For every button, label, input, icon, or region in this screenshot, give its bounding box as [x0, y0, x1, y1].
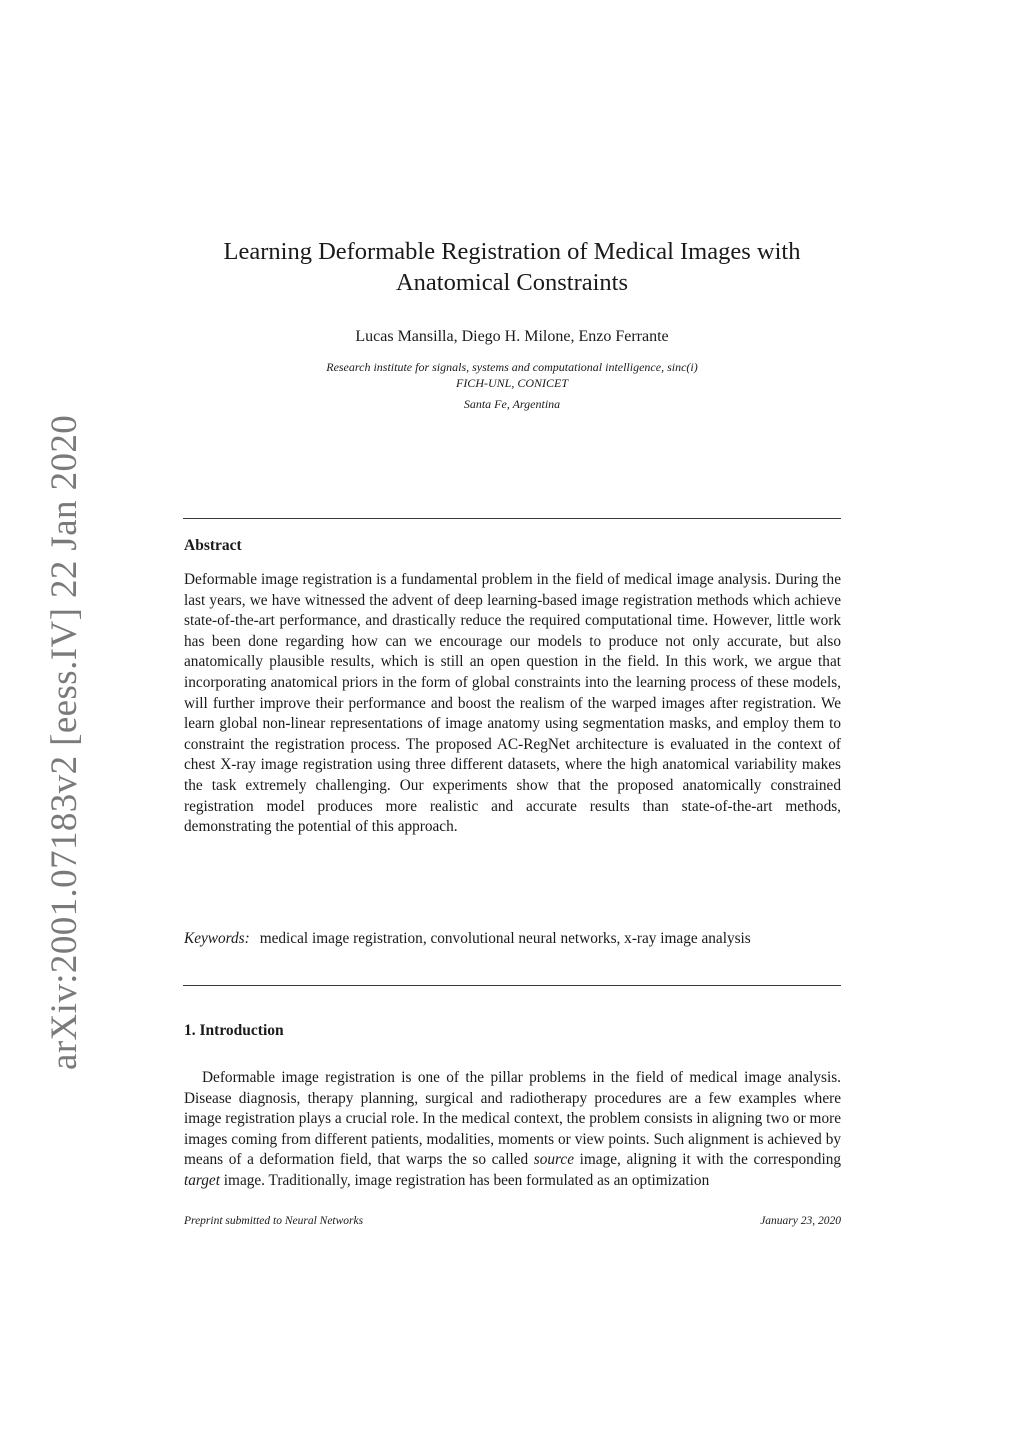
affiliation-line-1: Research institute for signals, systems and computational intelligence, sinc(i): [326, 360, 698, 374]
affiliation-line-2: FICH-UNL, CONICET: [455, 376, 568, 390]
bottom-divider: [183, 985, 841, 986]
title-line-1: Learning Deformable Registration of Medical Images with: [223, 238, 801, 265]
top-divider: [183, 518, 841, 519]
title-line-2: Anatomical Constraints: [395, 269, 629, 296]
section-heading-introduction: 1. Introduction: [184, 1022, 284, 1039]
affiliation-line-3: Santa Fe, Argentina: [463, 397, 561, 411]
intro-term-source: source: [533, 1151, 574, 1169]
keywords-block: [184, 929, 841, 950]
paper-title: [150, 236, 874, 298]
arxiv-identifier: arXiv:2001.07183v2 [eess.IV] 22 Jan 2020: [44, 414, 85, 1070]
abstract-text: Deformable image registration is a fundamental problem in the field of medical image analysis. During the last years, we have witnessed the advent of deep learning-based image registration methods which achieve state-of-the-art performance, and drastically reduce the required computational time. However, little work has been done regarding how can we encourage our models to produce not only accurate, but also anatomically plausible results, which is still an open question in the field. In this work, we argue that incorporating anatomical priors in the form of global constraints into the learning process of these models, will further improve their performance and boost the realism of the warped images after registration. We learn global non-linear representations of image anatomy using segmentation masks, and employ them to constraint the registration process. The proposed AC-RegNet architecture is evaluated in the context of chest X-ray image registration using three different datasets, where the high anatomical variability makes the task extremely challenging. Our experiments show that the proposed anatomically constrained registration model produces more realistic and accurate results than state-of-the-art methods, demonstrating the potential of this approach.: [184, 571, 841, 836]
footer-preprint-note: Preprint submitted to Neural Networks: [184, 1215, 364, 1227]
intro-text-part-2: image, aligning it with the corresponding: [574, 1151, 841, 1169]
intro-term-target: target: [184, 1171, 220, 1189]
intro-text-part-3: image. Traditionally, image registration has been formulated as an optimization: [219, 1171, 710, 1189]
intro-text-part-1: Deformable image registration is one of the pillar problems in the field of medical image analysis. Disease diagnosis, therapy planning, surgical and radiotherapy procedures are a few examples where image registration plays a crucial role. In the medical context, the problem consists in aligning two or more images coming from different patients, modalities, moments or view points. Such alignment is achieved by means of a deformation field, that warps the so called: [184, 1069, 841, 1169]
author-list: Lucas Mansilla, Diego H. Milone, Enzo Ferrante: [355, 328, 669, 345]
introduction-paragraph: [184, 1068, 841, 1192]
keywords-text: medical image registration, convolutional neural networks, x-ray image analysis: [259, 930, 751, 947]
abstract-heading: Abstract: [184, 537, 242, 554]
footer-date: January 23, 2020: [760, 1215, 841, 1227]
keywords-label: Keywords:: [184, 930, 250, 947]
